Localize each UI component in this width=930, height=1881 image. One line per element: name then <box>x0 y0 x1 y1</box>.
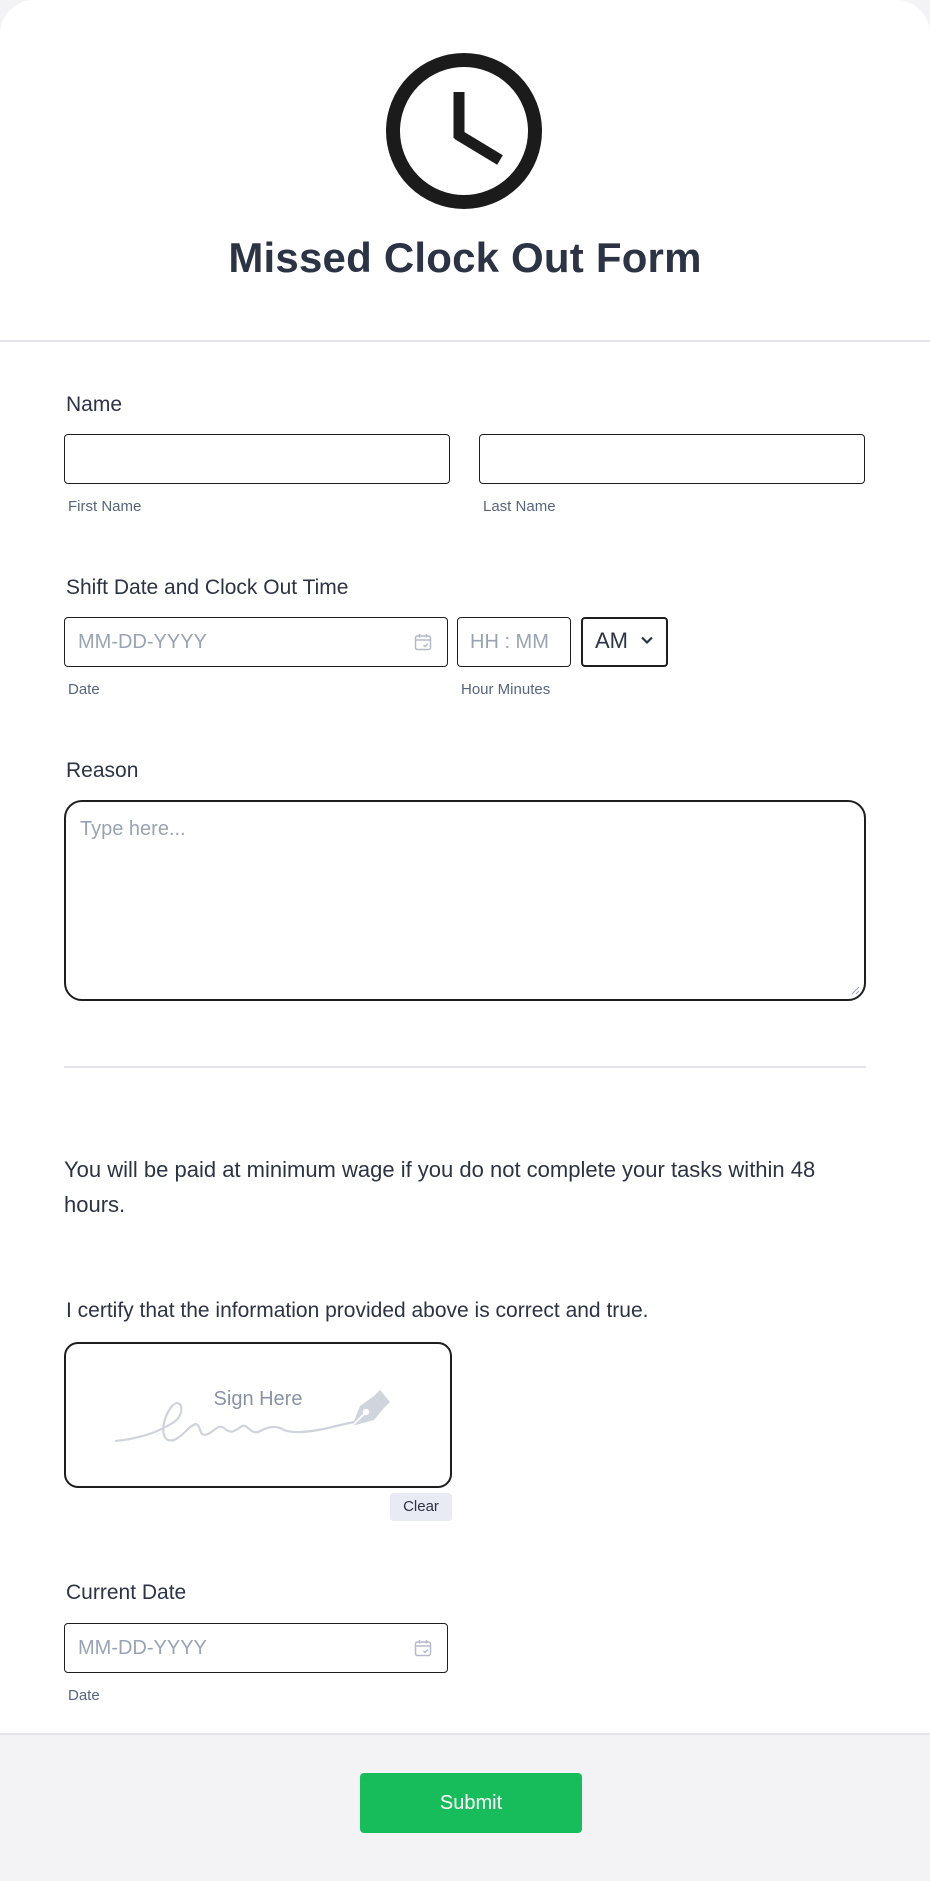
minimum-wage-notice: You will be paid at minimum wage if you do not complete your tasks within 48 hours. <box>64 1157 816 1217</box>
first-name-input[interactable] <box>64 434 450 484</box>
signature-pad[interactable] <box>64 1342 452 1488</box>
reason-textarea[interactable] <box>64 800 866 1001</box>
current-date-sublabel: Date <box>68 1687 100 1704</box>
resize-grip-icon[interactable] <box>850 985 860 995</box>
clock-icon <box>385 52 543 210</box>
pen-nib-icon <box>348 1386 394 1430</box>
current-date-input[interactable] <box>64 1623 448 1673</box>
ampm-value: AM <box>595 628 628 653</box>
section-divider <box>64 1066 866 1068</box>
shift-date-input[interactable] <box>64 617 448 667</box>
clock-out-time-input[interactable] <box>457 617 571 667</box>
page-title: Missed Clock Out Form <box>228 234 702 281</box>
certify-label: I certify that the information provided above is correct and true. <box>66 1299 649 1322</box>
shift-date-label: Shift Date and Clock Out Time <box>66 576 349 599</box>
form-footer <box>0 1733 930 1881</box>
chevron-down-icon <box>640 633 654 647</box>
clear-signature-button[interactable]: Clear <box>390 1493 452 1521</box>
last-name-input[interactable] <box>479 434 865 484</box>
calendar-icon[interactable] <box>414 633 432 651</box>
calendar-icon[interactable] <box>414 1639 432 1657</box>
ampm-select[interactable] <box>581 617 668 667</box>
form-header <box>0 0 930 342</box>
shift-date-sublabel: Date <box>68 681 100 698</box>
first-name-sublabel: First Name <box>68 498 142 515</box>
name-label: Name <box>66 393 123 416</box>
sign-here-text: Sign Here <box>213 1388 303 1410</box>
submit-button[interactable]: Submit <box>360 1773 582 1833</box>
reason-label: Reason <box>66 759 139 782</box>
clock-out-time-sublabel: Hour Minutes <box>461 681 551 698</box>
last-name-sublabel: Last Name <box>483 498 556 515</box>
current-date-label: Current Date <box>66 1581 187 1604</box>
